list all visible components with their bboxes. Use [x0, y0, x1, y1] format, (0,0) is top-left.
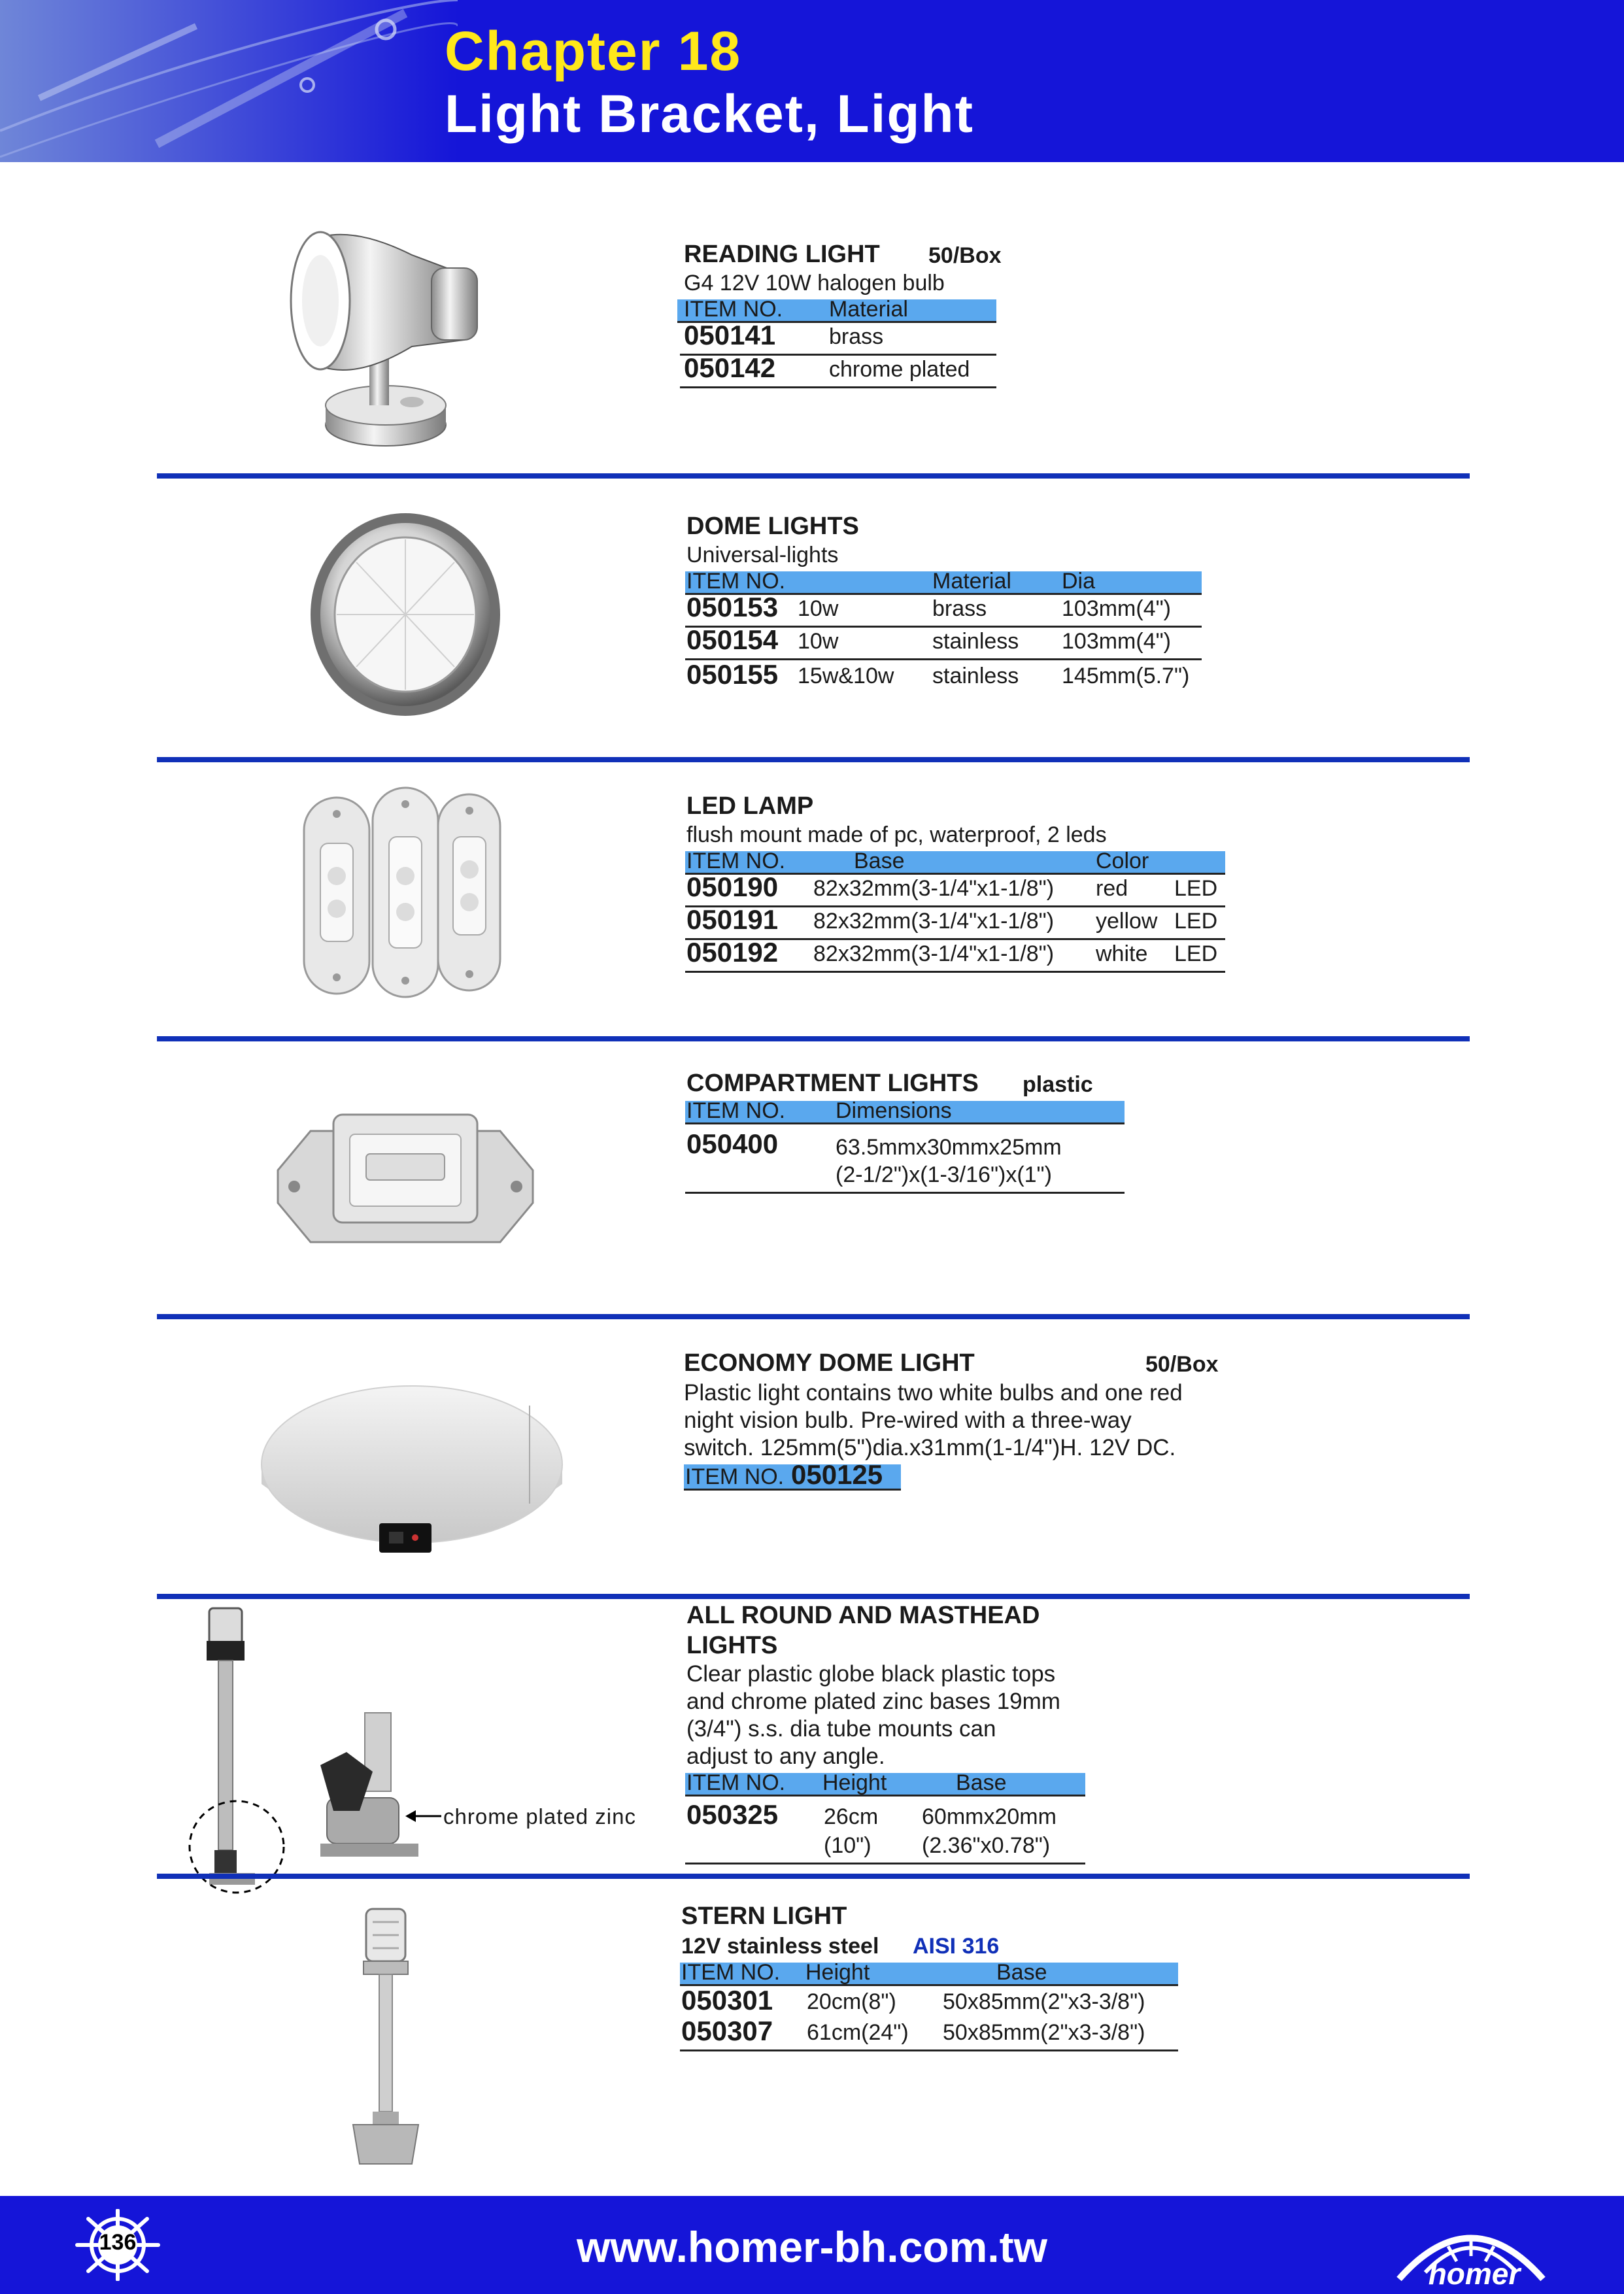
reading-light-title: READING LIGHT: [684, 241, 880, 268]
stern-light-subtitle: 12V stainless steel: [681, 1934, 879, 1959]
material-value: brass: [829, 324, 884, 349]
section-divider: [157, 1874, 1470, 1879]
section-divider: [157, 1036, 1470, 1041]
col-color: Color: [1096, 849, 1149, 873]
dia-value: 145mm(5.7"): [1062, 664, 1190, 688]
website-url[interactable]: www.homer-bh.com.tw: [577, 2223, 1047, 2271]
watt-value: 10w: [798, 629, 839, 654]
economy-dome-item-bar: [684, 1459, 901, 1491]
material-value: stainless: [932, 629, 1019, 654]
base-value: 82x32mm(3-1/4"x1-1/8"): [813, 909, 1055, 934]
economy-dome-title: ECONOMY DOME LIGHT: [684, 1349, 975, 1377]
description-line: switch. 125mm(5")dia.x31mm(1-1/4")H. 12V DC.: [684, 1435, 1176, 1460]
table-row: [685, 1833, 1085, 1864]
description-line: Plastic light contains two white bulbs and one red: [684, 1380, 1183, 1406]
color-value: white: [1096, 941, 1148, 966]
homer-logo: [1386, 2210, 1556, 2289]
nautical-chart-decoration: [0, 0, 458, 162]
stern-light-image: [340, 1902, 438, 2170]
height-cm: 26cm: [824, 1804, 879, 1829]
stern-light-title: STERN LIGHT: [681, 1902, 847, 1930]
item-number: 050190: [686, 871, 779, 902]
col-material: Material: [829, 297, 908, 322]
description-line: Clear plastic globe black plastic tops: [686, 1661, 1056, 1687]
description-line: adjust to any angle.: [686, 1744, 885, 1769]
compartment-table-header: [685, 1098, 1125, 1124]
masthead-description: [686, 1661, 1105, 1770]
col-base: Base: [854, 849, 905, 873]
item-no-label: ITEM NO.: [685, 1464, 785, 1489]
page-footer: [0, 2196, 1624, 2294]
led-lamp-title: LED LAMP: [686, 792, 814, 820]
section-divider: [157, 1594, 1470, 1599]
type-value: LED: [1174, 941, 1218, 966]
height-value: 20cm(8"): [807, 1989, 896, 2014]
dome-lights-title: DOME LIGHTS: [686, 513, 859, 540]
base-value: 50x85mm(2"x3-3/8"): [943, 1989, 1145, 2014]
item-number: 050141: [684, 320, 776, 350]
description-line: night vision bulb. Pre-wired with a three-way: [684, 1408, 1132, 1433]
table-row: [685, 904, 1225, 940]
table-row: [685, 659, 1202, 693]
led-lamp-subtitle: flush mount made of pc, waterproof, 2 leds: [686, 822, 1107, 847]
dome-lights-subtitle: Universal-lights: [686, 543, 839, 567]
item-number: 050400: [686, 1128, 779, 1159]
page-number: 136: [99, 2230, 137, 2255]
col-base: Base: [956, 1770, 1007, 1795]
base-value: 82x32mm(3-1/4"x1-1/8"): [813, 941, 1055, 966]
item-number: 050307: [681, 2016, 773, 2046]
table-row: [680, 320, 996, 356]
masthead-table-header: [685, 1770, 1085, 1796]
col-item-no: ITEM NO.: [686, 849, 786, 873]
section-divider: [157, 473, 1470, 479]
col-material: Material: [932, 569, 1011, 594]
page-header: [0, 0, 1624, 162]
col-dia: Dia: [1062, 569, 1096, 594]
item-number: 050154: [686, 624, 779, 655]
compartment-material: plastic: [1023, 1072, 1093, 1097]
table-row: [685, 1162, 1125, 1194]
type-value: LED: [1174, 909, 1218, 934]
table-row: [685, 624, 1202, 660]
table-row: [680, 352, 996, 388]
reading-light-box-qty: 50/Box: [928, 243, 1002, 268]
item-number: 050153: [686, 592, 779, 622]
base-mm: 60mmx20mm: [922, 1804, 1057, 1829]
item-number: 050125: [791, 1459, 883, 1490]
material-value: brass: [932, 596, 987, 621]
reading-light-image: [281, 216, 497, 458]
col-item-no: ITEM NO.: [686, 569, 786, 594]
watt-value: 15w&10w: [798, 664, 894, 688]
height-inch: (10"): [824, 1833, 871, 1858]
color-value: red: [1096, 876, 1128, 901]
dimensions-inch: (2-1/2")x(1-3/16")x(1"): [836, 1162, 1052, 1187]
table-row: [680, 1987, 1178, 2019]
description-line: (3/4") s.s. dia tube mounts can: [686, 1716, 996, 1742]
material-value: stainless: [932, 664, 1019, 688]
height-value: 61cm(24"): [807, 2020, 909, 2045]
title-line: LIGHTS: [686, 1632, 778, 1659]
base-value: 82x32mm(3-1/4"x1-1/8"): [813, 876, 1055, 901]
chapter-number: Chapter 18: [445, 20, 742, 82]
economy-dome-box-qty: 50/Box: [1145, 1352, 1219, 1377]
title-line: ALL ROUND AND MASTHEAD: [686, 1602, 1040, 1629]
aisi-grade: AISI 316: [913, 1934, 1000, 1959]
dia-value: 103mm(4"): [1062, 629, 1171, 654]
type-value: LED: [1174, 876, 1218, 901]
led-lamp-image: [301, 784, 503, 1007]
item-number: 050142: [684, 352, 776, 383]
compartment-lights-title: COMPARTMENT LIGHTS: [686, 1070, 979, 1097]
item-number: 050155: [686, 659, 779, 690]
table-row: [685, 592, 1202, 628]
chrome-plated-zinc-label: chrome plated zinc: [443, 1804, 636, 1829]
dimensions-mm: 63.5mmx30mmx25mm: [836, 1135, 1062, 1160]
description-line: and chrome plated zinc bases 19mm: [686, 1689, 1060, 1714]
masthead-light-image: [183, 1602, 471, 1896]
section-divider: [157, 757, 1470, 762]
masthead-title: [686, 1600, 1040, 1661]
watt-value: 10w: [798, 596, 839, 621]
item-number: 050325: [686, 1799, 779, 1830]
col-base: Base: [996, 1960, 1047, 1985]
section-divider: [157, 1314, 1470, 1319]
chapter-title: Light Bracket, Light: [445, 84, 974, 144]
base-value: 50x85mm(2"x3-3/8"): [943, 2020, 1145, 2045]
compartment-light-image: [271, 1105, 539, 1255]
dia-value: 103mm(4"): [1062, 596, 1171, 621]
col-dimensions: Dimensions: [836, 1098, 952, 1123]
col-height: Height: [805, 1960, 870, 1985]
economy-dome-description: [684, 1379, 1272, 1462]
arrow-left-icon: [405, 1808, 441, 1824]
col-item-no: ITEM NO.: [681, 1960, 781, 1985]
logo-text: homer: [1428, 2257, 1521, 2291]
col-item-no: ITEM NO.: [686, 1098, 786, 1123]
table-row: [680, 2016, 1178, 2051]
base-inch: (2.36"x0.78"): [922, 1833, 1051, 1858]
economy-dome-light-image: [255, 1373, 569, 1569]
col-item-no: ITEM NO.: [684, 297, 783, 322]
item-number: 050301: [681, 1985, 773, 2016]
reading-light-subtitle: G4 12V 10W halogen bulb: [684, 271, 945, 295]
color-value: yellow: [1096, 909, 1158, 934]
col-height: Height: [822, 1770, 887, 1795]
item-number: 050192: [686, 937, 779, 968]
stern-light-table-header: [680, 1960, 1178, 1986]
col-item-no: ITEM NO.: [686, 1770, 786, 1795]
dome-light-image: [307, 510, 503, 719]
material-value: chrome plated: [829, 357, 970, 382]
item-number: 050191: [686, 904, 779, 935]
table-row: [685, 871, 1225, 907]
table-row: [685, 937, 1225, 973]
